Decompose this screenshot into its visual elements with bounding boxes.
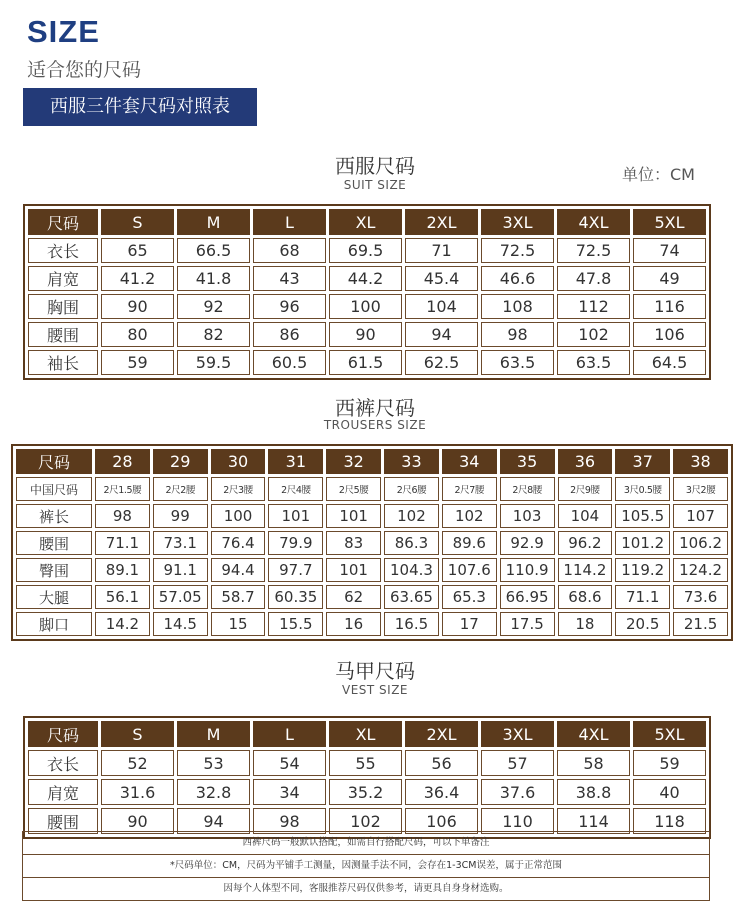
value-cell: 96	[253, 294, 326, 319]
value-cell: 104.3	[384, 558, 439, 582]
trousers-row	[16, 477, 728, 501]
value-cell: 52	[101, 750, 174, 776]
value-cell: 53	[177, 750, 250, 776]
value-cell: 119.2	[615, 558, 670, 582]
value-cell: 68	[253, 238, 326, 263]
value-cell: 100	[329, 294, 402, 319]
notes-block	[22, 831, 710, 901]
value-cell: 57.05	[153, 585, 208, 609]
value-cell: 17.5	[500, 612, 555, 636]
value-cell: 65.3	[442, 585, 497, 609]
value-cell: 71.1	[95, 531, 150, 555]
suit-row	[28, 322, 706, 347]
value-cell: 61.5	[329, 350, 402, 375]
value-cell: 97.7	[268, 558, 323, 582]
value-cell: 94	[177, 808, 250, 834]
value-cell: 73.6	[673, 585, 728, 609]
value-cell: 65	[101, 238, 174, 263]
value-cell: 71	[405, 238, 478, 263]
value-cell: 15	[211, 612, 266, 636]
value-cell: 101	[326, 504, 381, 528]
value-cell: 56.1	[95, 585, 150, 609]
unit-label: 单位：CM	[622, 165, 695, 184]
value-cell: 36.4	[405, 779, 478, 805]
value-cell: 58	[557, 750, 630, 776]
value-cell: 86	[253, 322, 326, 347]
brand-size-heading: SIZE	[27, 14, 100, 49]
size-header-cell: S	[101, 209, 174, 235]
value-cell: 104	[405, 294, 478, 319]
value-cell: 14.5	[153, 612, 208, 636]
value-cell: 63.65	[384, 585, 439, 609]
value-cell: 74	[633, 238, 706, 263]
size-header-cell: 37	[615, 449, 670, 474]
value-cell: 73.1	[153, 531, 208, 555]
row-label-cell: 裤长	[16, 504, 92, 528]
value-cell: 91.1	[153, 558, 208, 582]
suit-header-row	[28, 209, 706, 235]
suit-section-subtitle: SUIT SIZE	[343, 178, 407, 192]
value-cell: 14.2	[95, 612, 150, 636]
size-header-cell: XL	[329, 209, 402, 235]
value-cell: 90	[101, 294, 174, 319]
vest-size-table	[23, 716, 711, 839]
value-cell: 124.2	[673, 558, 728, 582]
value-cell: 94.4	[211, 558, 266, 582]
value-cell: 46.6	[481, 266, 554, 291]
value-cell: 2尺7腰	[442, 477, 497, 501]
value-cell: 102	[557, 322, 630, 347]
value-cell: 20.5	[615, 612, 670, 636]
row-label-cell: 衣长	[28, 238, 98, 263]
row-label-cell: 肩宽	[28, 779, 98, 805]
value-cell: 106	[633, 322, 706, 347]
row-label-cell: 腰围	[28, 322, 98, 347]
value-cell: 57	[481, 750, 554, 776]
value-cell: 98	[253, 808, 326, 834]
size-header-cell: 3XL	[481, 721, 554, 747]
value-cell: 54	[253, 750, 326, 776]
suit-row	[28, 294, 706, 319]
value-cell: 45.4	[405, 266, 478, 291]
suit-section-title: 西服尺码	[335, 154, 415, 178]
value-cell: 102	[329, 808, 402, 834]
size-header-cell: 28	[95, 449, 150, 474]
note-line: 因每个人体型不同，客服推荐尺码仅供参考，请更具自身身材选购。	[22, 878, 710, 901]
value-cell: 64.5	[633, 350, 706, 375]
value-cell: 94	[405, 322, 478, 347]
value-cell: 56	[405, 750, 478, 776]
value-cell: 104	[558, 504, 613, 528]
value-cell: 66.5	[177, 238, 250, 263]
value-cell: 114	[557, 808, 630, 834]
value-cell: 32.8	[177, 779, 250, 805]
value-cell: 62	[326, 585, 381, 609]
value-cell: 38.8	[557, 779, 630, 805]
size-header-cell: 3XL	[481, 209, 554, 235]
chart-banner: 西服三件套尺码对照表	[23, 88, 257, 126]
value-cell: 41.2	[101, 266, 174, 291]
value-cell: 101	[326, 558, 381, 582]
row-label-cell: 袖长	[28, 350, 98, 375]
size-header-cell: M	[177, 721, 250, 747]
size-header-cell: 2XL	[405, 209, 478, 235]
value-cell: 63.5	[557, 350, 630, 375]
trousers-size-table	[11, 444, 733, 641]
value-cell: 16	[326, 612, 381, 636]
value-cell: 69.5	[329, 238, 402, 263]
value-cell: 2尺1.5腰	[95, 477, 150, 501]
vest-section-subtitle: VEST SIZE	[341, 683, 408, 697]
value-cell: 2尺4腰	[268, 477, 323, 501]
value-cell: 99	[153, 504, 208, 528]
value-cell: 18	[558, 612, 613, 636]
note-line: *尺码单位：CM，尺码为平铺手工测量，因测量手法不同，会存在1-3CM误差，属于正常范围	[22, 855, 710, 878]
size-header-cell: 31	[268, 449, 323, 474]
value-cell: 102	[442, 504, 497, 528]
size-header-cell: 33	[384, 449, 439, 474]
value-cell: 35.2	[329, 779, 402, 805]
note-line: 西裤尺码一般默认搭配，如需自行搭配尺码，可以下单备注	[22, 831, 710, 855]
value-cell: 15.5	[268, 612, 323, 636]
value-cell: 76.4	[211, 531, 266, 555]
value-cell: 60.35	[268, 585, 323, 609]
trousers-row	[16, 504, 728, 528]
value-cell: 43	[253, 266, 326, 291]
size-header-cell: 5XL	[633, 721, 706, 747]
trousers-section-subtitle: TROUSERS SIZE	[323, 418, 427, 432]
value-cell: 17	[442, 612, 497, 636]
row-label-cell: 胸围	[28, 294, 98, 319]
size-header-cell: 30	[211, 449, 266, 474]
size-header-cell: 4XL	[557, 721, 630, 747]
value-cell: 82	[177, 322, 250, 347]
trousers-row	[16, 612, 728, 636]
value-cell: 2尺3腰	[211, 477, 266, 501]
value-cell: 2尺6腰	[384, 477, 439, 501]
value-cell: 106.2	[673, 531, 728, 555]
size-header-cell: S	[101, 721, 174, 747]
value-cell: 2尺8腰	[500, 477, 555, 501]
header-subtitle: 适合您的尺码	[27, 59, 142, 81]
value-cell: 89.1	[95, 558, 150, 582]
row-label-cell: 腰围	[16, 531, 92, 555]
value-cell: 103	[500, 504, 555, 528]
header-cell: 尺码	[16, 449, 92, 474]
value-cell: 62.5	[405, 350, 478, 375]
trousers-section-title: 西裤尺码	[335, 396, 415, 420]
value-cell: 101	[268, 504, 323, 528]
value-cell: 112	[557, 294, 630, 319]
vest-header-row	[28, 721, 706, 747]
value-cell: 44.2	[329, 266, 402, 291]
value-cell: 100	[211, 504, 266, 528]
value-cell: 86.3	[384, 531, 439, 555]
row-label-cell: 肩宽	[28, 266, 98, 291]
value-cell: 59.5	[177, 350, 250, 375]
size-header-cell: M	[177, 209, 250, 235]
value-cell: 2尺9腰	[558, 477, 613, 501]
row-label-cell: 脚口	[16, 612, 92, 636]
value-cell: 58.7	[211, 585, 266, 609]
value-cell: 72.5	[557, 238, 630, 263]
value-cell: 107.6	[442, 558, 497, 582]
value-cell: 114.2	[558, 558, 613, 582]
value-cell: 83	[326, 531, 381, 555]
size-header-cell: L	[253, 209, 326, 235]
value-cell: 98	[481, 322, 554, 347]
value-cell: 92	[177, 294, 250, 319]
value-cell: 92.9	[500, 531, 555, 555]
value-cell: 60.5	[253, 350, 326, 375]
value-cell: 108	[481, 294, 554, 319]
size-header-cell: 4XL	[557, 209, 630, 235]
value-cell: 71.1	[615, 585, 670, 609]
suit-size-table	[23, 204, 711, 380]
value-cell: 47.8	[557, 266, 630, 291]
value-cell: 55	[329, 750, 402, 776]
value-cell: 68.6	[558, 585, 613, 609]
size-header-cell: 38	[673, 449, 728, 474]
trousers-row	[16, 558, 728, 582]
size-header-cell: 35	[500, 449, 555, 474]
value-cell: 3尺0.5腰	[615, 477, 670, 501]
value-cell: 106	[405, 808, 478, 834]
row-label-cell: 臀围	[16, 558, 92, 582]
vest-row	[28, 779, 706, 805]
value-cell: 118	[633, 808, 706, 834]
suit-row	[28, 266, 706, 291]
size-header-cell: 36	[558, 449, 613, 474]
row-label-cell: 腰围	[28, 808, 98, 834]
value-cell: 34	[253, 779, 326, 805]
value-cell: 116	[633, 294, 706, 319]
value-cell: 37.6	[481, 779, 554, 805]
value-cell: 66.95	[500, 585, 555, 609]
value-cell: 107	[673, 504, 728, 528]
row-label-cell: 大腿	[16, 585, 92, 609]
value-cell: 110	[481, 808, 554, 834]
vest-section-title: 马甲尺码	[335, 659, 415, 683]
value-cell: 102	[384, 504, 439, 528]
suit-row	[28, 350, 706, 375]
value-cell: 63.5	[481, 350, 554, 375]
size-header-cell: 29	[153, 449, 208, 474]
size-header-cell: 34	[442, 449, 497, 474]
suit-row	[28, 238, 706, 263]
value-cell: 40	[633, 779, 706, 805]
value-cell: 2尺5腰	[326, 477, 381, 501]
value-cell: 16.5	[384, 612, 439, 636]
size-header-cell: XL	[329, 721, 402, 747]
row-label-cell: 中国尺码	[16, 477, 92, 501]
value-cell: 105.5	[615, 504, 670, 528]
value-cell: 72.5	[481, 238, 554, 263]
value-cell: 59	[633, 750, 706, 776]
trousers-row	[16, 585, 728, 609]
value-cell: 110.9	[500, 558, 555, 582]
size-header-cell: 2XL	[405, 721, 478, 747]
value-cell: 96.2	[558, 531, 613, 555]
value-cell: 89.6	[442, 531, 497, 555]
value-cell: 59	[101, 350, 174, 375]
header-cell: 尺码	[28, 209, 98, 235]
value-cell: 2尺2腰	[153, 477, 208, 501]
value-cell: 90	[329, 322, 402, 347]
value-cell: 79.9	[268, 531, 323, 555]
trousers-header-row	[16, 449, 728, 474]
vest-row	[28, 750, 706, 776]
size-header-cell: 5XL	[633, 209, 706, 235]
header-cell: 尺码	[28, 721, 98, 747]
value-cell: 41.8	[177, 266, 250, 291]
value-cell: 98	[95, 504, 150, 528]
trousers-row	[16, 531, 728, 555]
value-cell: 31.6	[101, 779, 174, 805]
value-cell: 90	[101, 808, 174, 834]
value-cell: 3尺2腰	[673, 477, 728, 501]
value-cell: 49	[633, 266, 706, 291]
size-header-cell: 32	[326, 449, 381, 474]
value-cell: 80	[101, 322, 174, 347]
size-header-cell: L	[253, 721, 326, 747]
value-cell: 21.5	[673, 612, 728, 636]
row-label-cell: 衣长	[28, 750, 98, 776]
value-cell: 101.2	[615, 531, 670, 555]
